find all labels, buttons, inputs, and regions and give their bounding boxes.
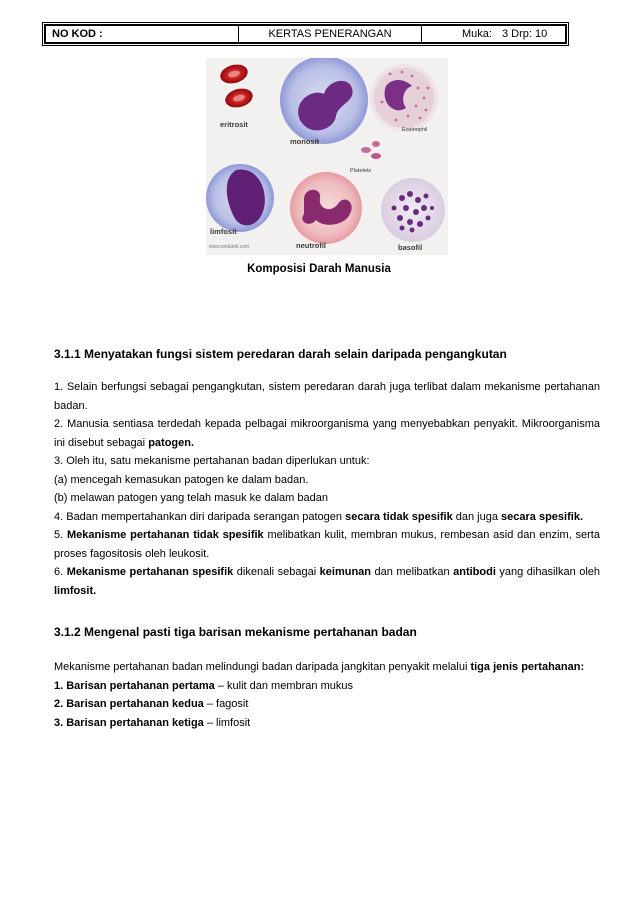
figure-caption: Komposisi Darah Manusia [247,263,391,275]
label-basofil: basofil [398,243,423,252]
figure-watermark: www.sridianti.com [209,244,250,250]
section-heading-3-1-2: 3.1.2 Mengenal pasti tiga barisan mekanisme pertahanan badan [54,625,417,639]
intro-paragraph: Mekanisme pertahanan badan melindungi badan daripada jangkitan penyakit melalui tiga jenis pertahanan: [54,661,585,673]
limfosit-cell [206,164,274,232]
no-kod-label: NO KOD : [46,26,239,42]
list-item-3: 3. Barisan pertahanan ketiga – limfosit [54,716,251,729]
basofil-cell [381,178,445,242]
neutrofil-cell [290,172,362,244]
list-item-2: 2. Barisan pertahanan kedua – fagosit [54,698,249,710]
label-monosit: monosit [290,137,320,146]
paragraph-3: 3. Oleh itu, satu mekanisme pertahanan badan diperlukan untuk: [54,455,370,467]
paragraph-4: 4. Badan mempertahankan diri daripada serangan patogen secara tidak spesifik dan juga secara spesifik. [54,510,583,523]
muka-label: Muka: [462,28,492,40]
platelets [361,141,381,159]
paragraph-3a: (a) mencegah kemasukan patogen ke dalam badan. [54,473,309,486]
paragraph-6: 6. Mekanisme pertahanan spesifik dikenali sebagai keimunan dan melibatkan antibodi yang dihasilkan oleh limfosit. [54,566,600,597]
monosit-cell [280,58,368,144]
drp-value: Drp: 10 [511,28,548,40]
eritrosit-cells [218,62,255,111]
muka-value: 3 [501,28,509,40]
paragraph-5: 5. Mekanisme pertahanan tidak spesifik melibatkan kulit, membran mukus, rembesan asid dan enzim, serta proses fagositosis oleh leukosit. [54,529,600,560]
section-heading-3-1-1: 3.1.1 Menyatakan fungsi sistem peredaran darah selain daripada pengangkutan [54,347,507,361]
label-neutrofil: neutrofil [296,241,326,250]
document-title: KERTAS PENERANGAN [239,26,422,42]
eosinophil-cell [370,64,438,132]
label-platelets: Platelets [350,168,372,174]
document-header [44,24,567,44]
paragraph-1: 1. Selain berfungsi sebagai pengangkutan, sistem peredaran darah juga terlibat dalam mekanisme pertahanan badan. [54,381,600,412]
page-number-cell [422,26,565,42]
section-3-1-1-body [54,378,600,600]
section-3-1-2-body [54,658,600,732]
label-eritrosit: eritrosit [220,120,248,129]
paragraph-2: 2. Manusia sentiasa terdedah kepada pelbagai mikroorganisma yang menyebabkan penyakit. Mikroorganisma ini disebut sebagai patogen. [54,418,600,449]
label-eosinophil: Eosinophil [402,127,428,133]
paragraph-3b: (b) melawan patogen yang telah masuk ke dalam badan [54,492,328,504]
list-item-1: 1. Barisan pertahanan pertama – kulit dan membran mukus [54,679,353,692]
label-limfosit: limfosit [210,227,237,236]
blood-cells-figure [206,58,448,255]
blood-cells-illustration [206,58,448,255]
